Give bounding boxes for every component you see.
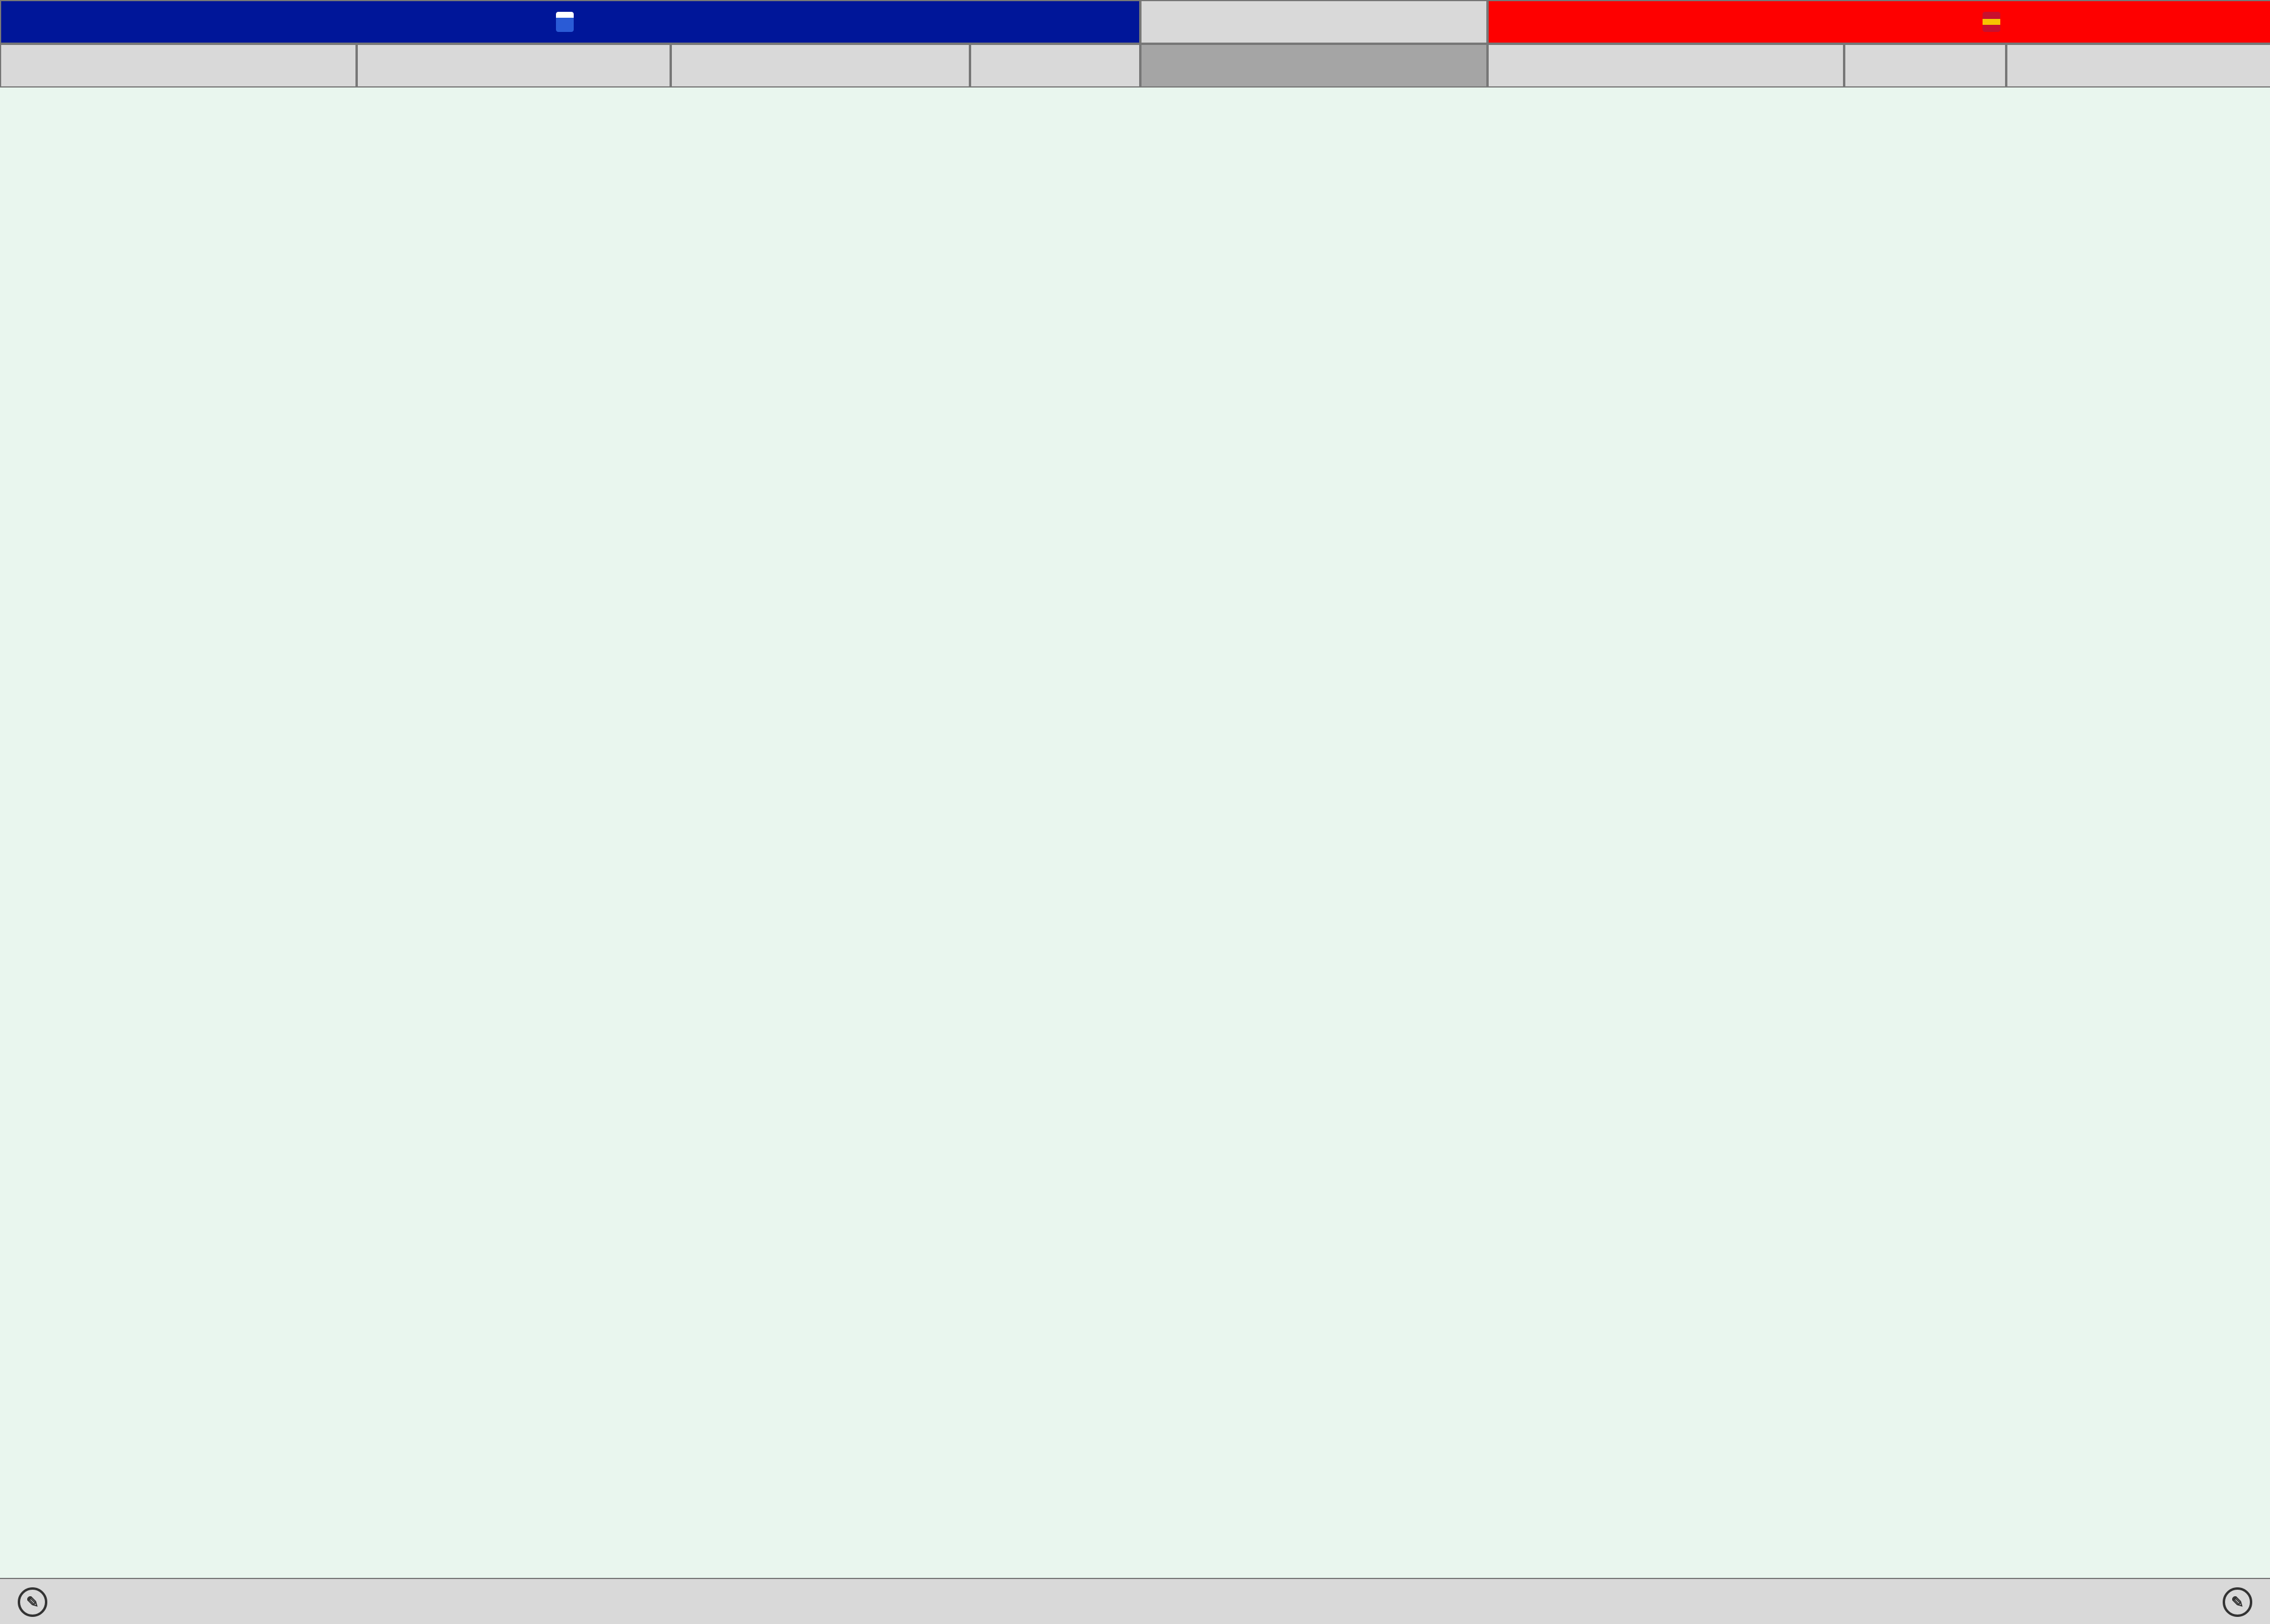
- referee-name: [1140, 0, 1488, 44]
- france-team-stats-heading-2: [671, 44, 970, 88]
- spain-hit-rates-heading: [1844, 44, 2006, 88]
- france-header: [0, 0, 1140, 44]
- brand-logo-icon-right: ✎: [2223, 1587, 2252, 1617]
- france-hit-rates-heading-2: [970, 44, 1140, 88]
- brand-logo-icon: ✎: [18, 1587, 47, 1617]
- spain-team-stats-heading: [1488, 44, 1844, 88]
- france-hit-rates-heading: [357, 44, 671, 88]
- footer: [0, 1578, 2270, 1624]
- spain-crest-icon: [1983, 12, 2000, 32]
- spain-team-stats-heading-2: [2006, 44, 2270, 88]
- france-crest-icon: [556, 12, 574, 32]
- france-team-stats-heading: [0, 44, 357, 88]
- team-stats-panel: [0, 0, 2270, 350]
- spain-header: [1488, 0, 2270, 44]
- current-season-heading: [1140, 44, 1488, 88]
